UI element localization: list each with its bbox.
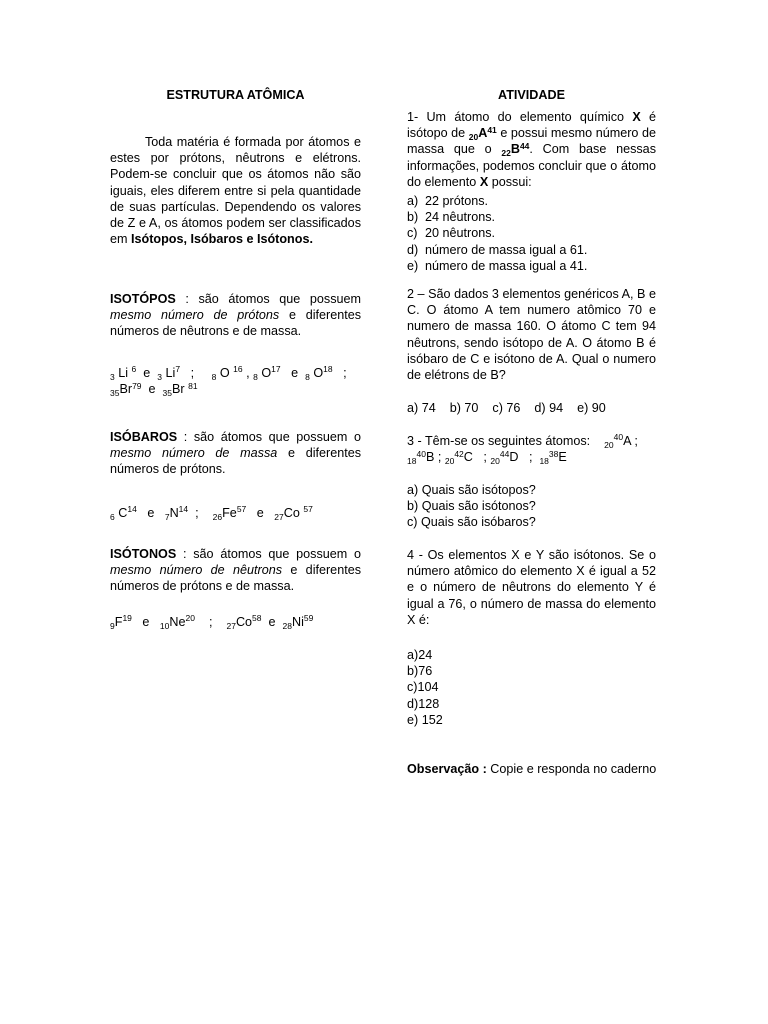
nuclide-li7: $_3$ Li$^7$ [157,364,181,382]
q4-option-a: a)24 [407,648,433,662]
isotopos-sep: : são átomos que possuem [175,292,361,306]
separator: ; [208,615,213,629]
conj-e: e [147,506,155,520]
isotopos-definition [110,291,361,340]
q3-sub-c: c) Quais são isóbaros? [407,515,536,530]
q3-sub-a: a) Quais são isótopos? [407,483,536,497]
isotopos-rest: e diferentes números de nêutrons e de massa. [110,308,362,339]
isobaros-examples [110,505,361,521]
question-2: 2 – São dados 3 elementos genéricos A, B e C. O átomo A tem numero atômico 70 e numero de massa 160. O átomo C tem 94 nêutrons, sendo isótopo de A. O átomo B é isóbaro de C e isótono de A. Qual o numero de elétrons de B? [407,287,656,383]
q1-nuclide-a: $_{20}A^{41}$ [468,124,497,143]
conj-e: e [142,615,150,629]
observation-text: Copie e responda no caderno [486,762,657,776]
q3-sub-b: b) Quais são isótonos? [407,499,536,514]
separator: ; [528,450,533,465]
observation [407,761,656,777]
isotonos-definition [110,546,361,595]
isobaros-definition [110,429,361,478]
q1-text-4: . Com base nessas informações, podemos concluir que o átomo do elemento [407,142,656,189]
right-column [407,0,656,1024]
nuclide-br79: $_{35}Br^{79}$ [110,380,142,399]
nuclide-ni59: $_{28}Ni^{59}$ [282,613,314,631]
nuclide-br81: $_{35}$Br $^{81}$ [162,380,198,399]
nuclide-o16: $_8$ O $^{16}$ [211,364,243,382]
q1-option-b: b) 24 nêutrons. [407,210,496,225]
q3-atom-d: $_{20}^{44}$D [490,448,519,467]
isotonos-rest: e diferentes números de prótons e de massa. [110,563,361,594]
conj-e: e [148,382,156,397]
question-3 [407,433,656,465]
nuclide-c14: $_6$ $C^{14}$ [110,504,137,522]
left-column [110,0,361,1024]
nuclide-li6: $_3$ Li $^6$ [110,364,137,382]
isotopos-examples: $_3$ Li $^6$ e $_3$ Li$^7$ ; $_8$ O $^{16}$ , $_8$ $O^{17}$ e $_8$ $O^{18}$ ; $_{35}Br^{79}$ e $_{35}$Br $^{81}$ [110,364,347,399]
q2-options: a) 74 b) 70 c) 76 d) 94 e) 90 [407,401,606,415]
q1-text-5: possui: [488,174,532,189]
q4-options [407,647,656,728]
nuclide-ne20: $_{10}Ne^{20}$ [159,613,195,631]
question-1 [407,109,656,190]
nuclide-co57: $_{27}$Co $^{57}$ [274,504,313,522]
q3-atom-b: $_{18}^{40}$B [407,448,435,467]
q1-element-x: X [632,110,641,124]
q4-option-e: e) 152 [407,712,443,727]
isobaros-emph: mesmo número de massa [110,446,278,461]
separator: ; [634,434,638,448]
intro-text: Toda matéria é formada por átomos e estes por prótons, nêutrons e elétrons. Podem-se concluir que os átomos não são iguais, eles diferem entre si pela quantidade de suas partículas. Dependendo os valores de Z e A, os átomos podem ser classificados em [110,135,361,247]
nuclide-n14: $_7N^{14}$ [164,504,189,522]
separator: ; [483,450,487,465]
q1-option-d: d) número de massa igual a 61. [407,242,588,257]
q1-option-c: c) 20 nêutrons. [407,226,496,241]
nuclide-fe57: $_{26}Fe^{57}$ [212,504,247,522]
intro-term-isotopos: Isótopos, [131,232,187,247]
q3-atom-a: $_{20}^{40}$A [604,432,631,450]
q1-option-a: a) 22 prótons. [407,194,489,208]
isotonos-emph: mesmo número de nêutrons [110,563,283,578]
right-title: ATIVIDADE [498,88,565,102]
isotopos-term: ISOTÓPOS [110,292,176,306]
isotonos-sep: : são átomos que possuem o [176,547,361,561]
separator: ; [343,366,347,380]
q3-text: 3 - Têm-se os seguintes átomos: [407,434,591,448]
q1-text-3: e possui mesmo número de massa que o [407,126,656,157]
isobaros-term: ISÓBAROS [110,430,178,444]
left-title: ESTRUTURA ATÔMICA [166,88,305,102]
separator: ; [190,366,195,380]
isotonos-term: ISÓTONOS [110,547,177,561]
conj-e: e [291,366,299,380]
separator: ; [437,450,442,465]
q1-text-2: é isótopo de [407,110,656,141]
q3-subquestions [407,482,656,531]
intro-paragraph [110,134,361,247]
nuclide-o17: $_8$ $O^{17}$ [253,364,281,382]
conj-e: e [143,366,151,380]
q3-atom-c: $_{20}^{42}$C [444,448,473,467]
nuclide-co58: $_{27}Co^{58}$ [226,613,262,631]
q1-element-x: X [479,174,489,189]
q4-option-d: d)128 [407,696,440,711]
q1-option-e: e) número de massa igual a 41. [407,258,588,273]
intro-term-isobaros: Isóbaros e Isótonos. [190,232,313,247]
isobaros-rest: e diferentes números de prótons. [110,446,361,477]
q4-option-c: c)104 [407,680,439,695]
conj-e: e [268,615,276,629]
isotonos-examples [110,614,361,630]
isobaros-sep: : são átomos que possuem o [177,430,361,444]
q3-atom-e: $_{18}^{38}$E [539,448,567,467]
isotopos-emph: mesmo número de prótons [110,308,280,323]
q1-nuclide-b: $_{22}B^{44}$ [501,140,530,159]
nuclide-f19: $_9F^{19}$ [110,613,132,631]
conj-e: e [256,506,264,520]
q1-options [407,193,656,274]
q4-option-b: b)76 [407,664,433,679]
nuclide-o18: $_8$ $O^{18}$ [305,364,333,382]
separator: ; [195,506,199,520]
observation-label: Observação : [407,762,487,776]
question-4: 4 - Os elementos X e Y são isótonos. Se o número atômico do elemento X é igual a 52 e o número de nêutrons do elemento Y é igual a 76, o número de massa do elemento X é: [407,548,656,627]
q1-text-1: 1- Um átomo do elemento químico [407,110,633,124]
